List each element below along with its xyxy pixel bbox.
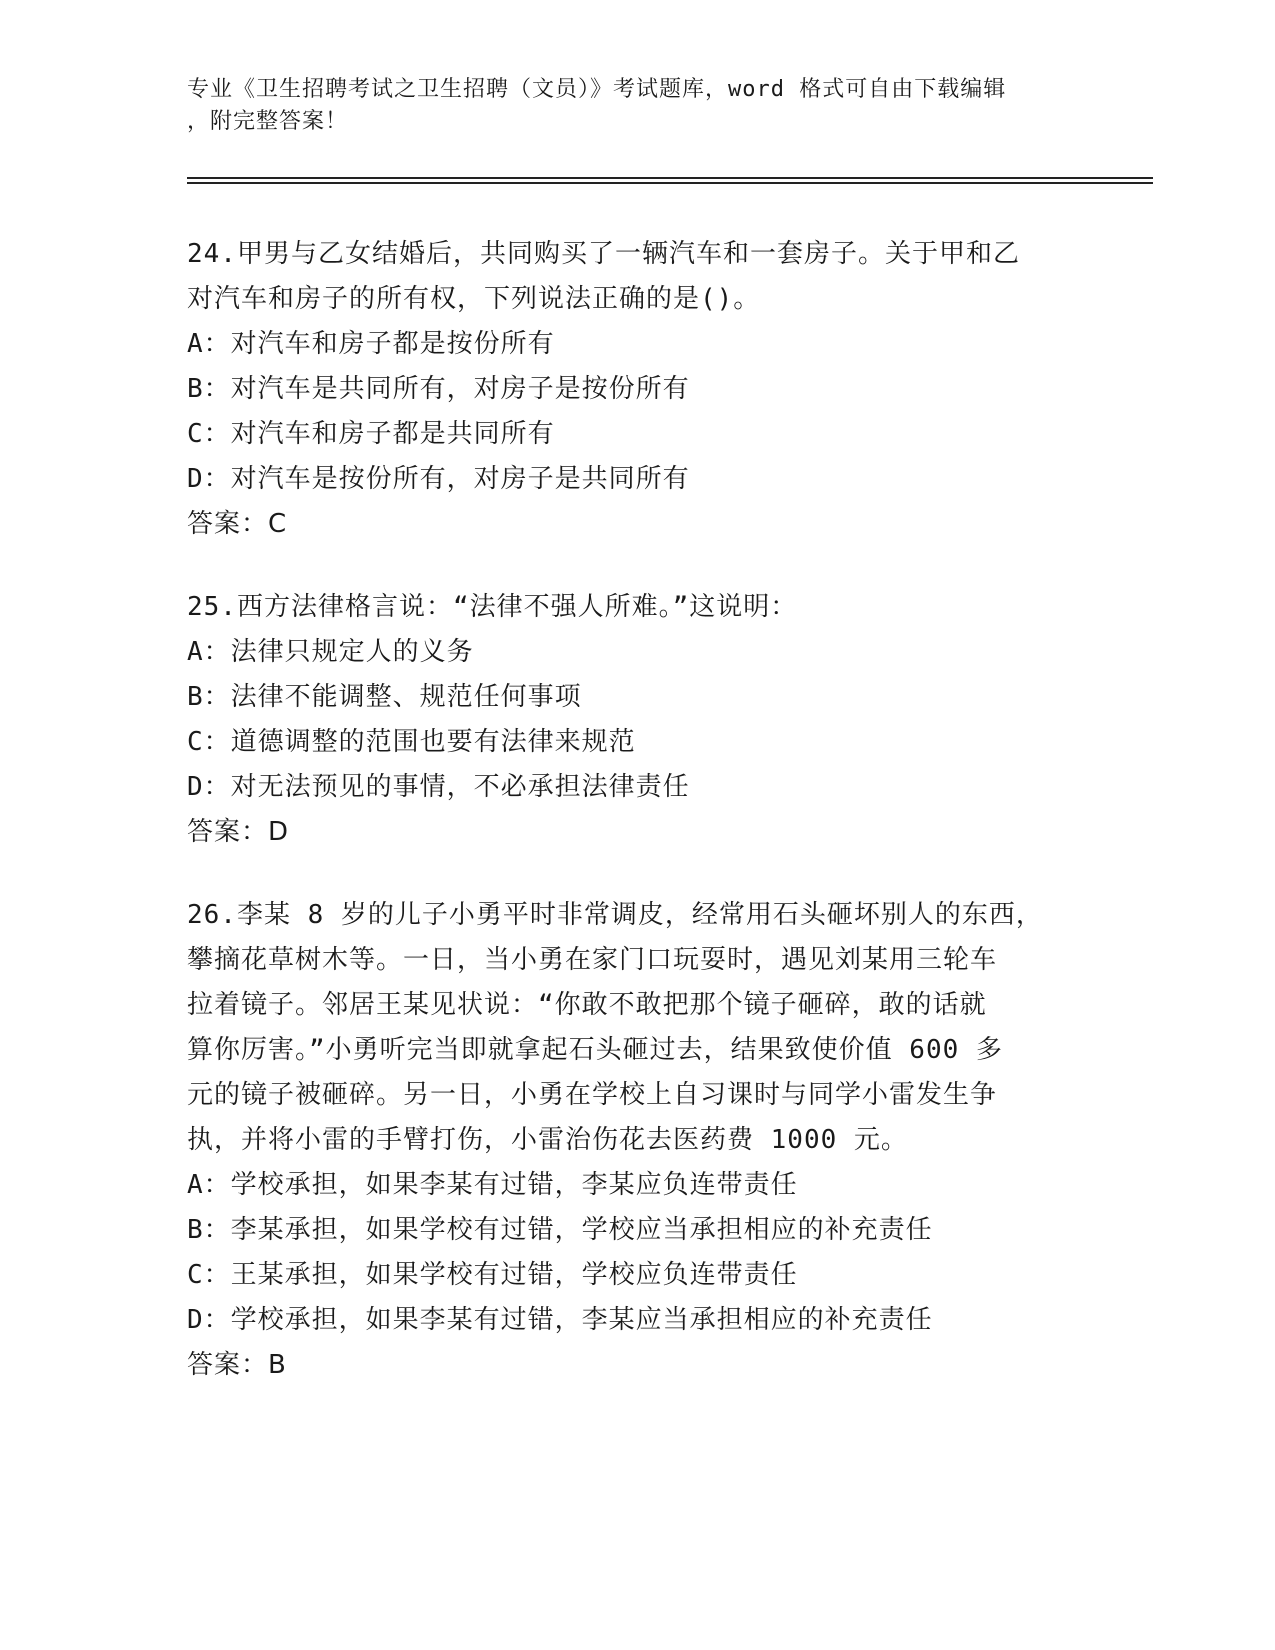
option-a: A：法律只规定人的义务 (187, 637, 474, 667)
question-list (187, 232, 1087, 1388)
answer-label: 答案：D (187, 817, 290, 847)
option-d: D：对无法预见的事情，不必承担法律责任 (187, 772, 690, 802)
question-spacer (187, 547, 1087, 585)
option-d: D：学校承担，如果李某有过错，李某应当承担相应的补充责任 (187, 1305, 933, 1335)
question-25 (187, 585, 1087, 855)
option-b: B：李某承担，如果学校有过错，学校应当承担相应的补充责任 (187, 1215, 933, 1245)
question-stem-line: 执，并将小雷的手臂打伤，小雷治伤花去医药费 1000 元。 (187, 1125, 908, 1155)
answer-label: 答案：B (187, 1350, 287, 1380)
header-line-1: 专业《卫生招聘考试之卫生招聘（文员）》考试题库，word 格式可自由下载编辑 (187, 77, 1007, 102)
document-header (187, 74, 1087, 138)
answer-label: 答案：C (187, 509, 288, 539)
question-stem-line: 24.甲男与乙女结婚后，共同购买了一辆汽车和一套房子。关于甲和乙 (187, 239, 1020, 269)
question-spacer (187, 855, 1087, 893)
header-line-2: ，附完整答案！ (187, 109, 349, 134)
option-b: B：法律不能调整、规范任何事项 (187, 682, 582, 712)
header-divider-top (187, 177, 1153, 179)
question-24 (187, 232, 1087, 547)
option-a: A：对汽车和房子都是按份所有 (187, 329, 555, 359)
question-stem-line: 拉着镜子。邻居王某见状说：“你敢不敢把那个镜子砸碎，敢的话就 (187, 990, 987, 1020)
option-c: C：对汽车和房子都是共同所有 (187, 419, 555, 449)
option-c: C：道德调整的范围也要有法律来规范 (187, 727, 636, 757)
header-divider-bottom (187, 182, 1153, 184)
question-stem-line: 对汽车和房子的所有权，下列说法正确的是()。 (187, 284, 761, 314)
question-stem-line: 26.李某 8 岁的儿子小勇平时非常调皮，经常用石头砸坏别人的东西， (187, 900, 1043, 930)
option-b: B：对汽车是共同所有，对房子是按份所有 (187, 374, 690, 404)
question-stem-line: 25.西方法律格言说：“法律不强人所难。”这说明： (187, 592, 798, 622)
option-d: D：对汽车是按份所有，对房子是共同所有 (187, 464, 690, 494)
option-c: C：王某承担，如果学校有过错，学校应负连带责任 (187, 1260, 798, 1290)
question-stem-line: 元的镜子被砸碎。另一日，小勇在学校上自习课时与同学小雷发生争 (187, 1080, 998, 1110)
option-a: A：学校承担，如果李某有过错，李某应负连带责任 (187, 1170, 798, 1200)
question-26 (187, 893, 1087, 1388)
question-stem-line: 算你厉害。”小勇听完当即就拿起石头砸过去，结果致使价值 600 多 (187, 1035, 1003, 1065)
question-stem-line: 攀摘花草树木等。一日，当小勇在家门口玩耍时，遇见刘某用三轮车 (187, 945, 998, 975)
